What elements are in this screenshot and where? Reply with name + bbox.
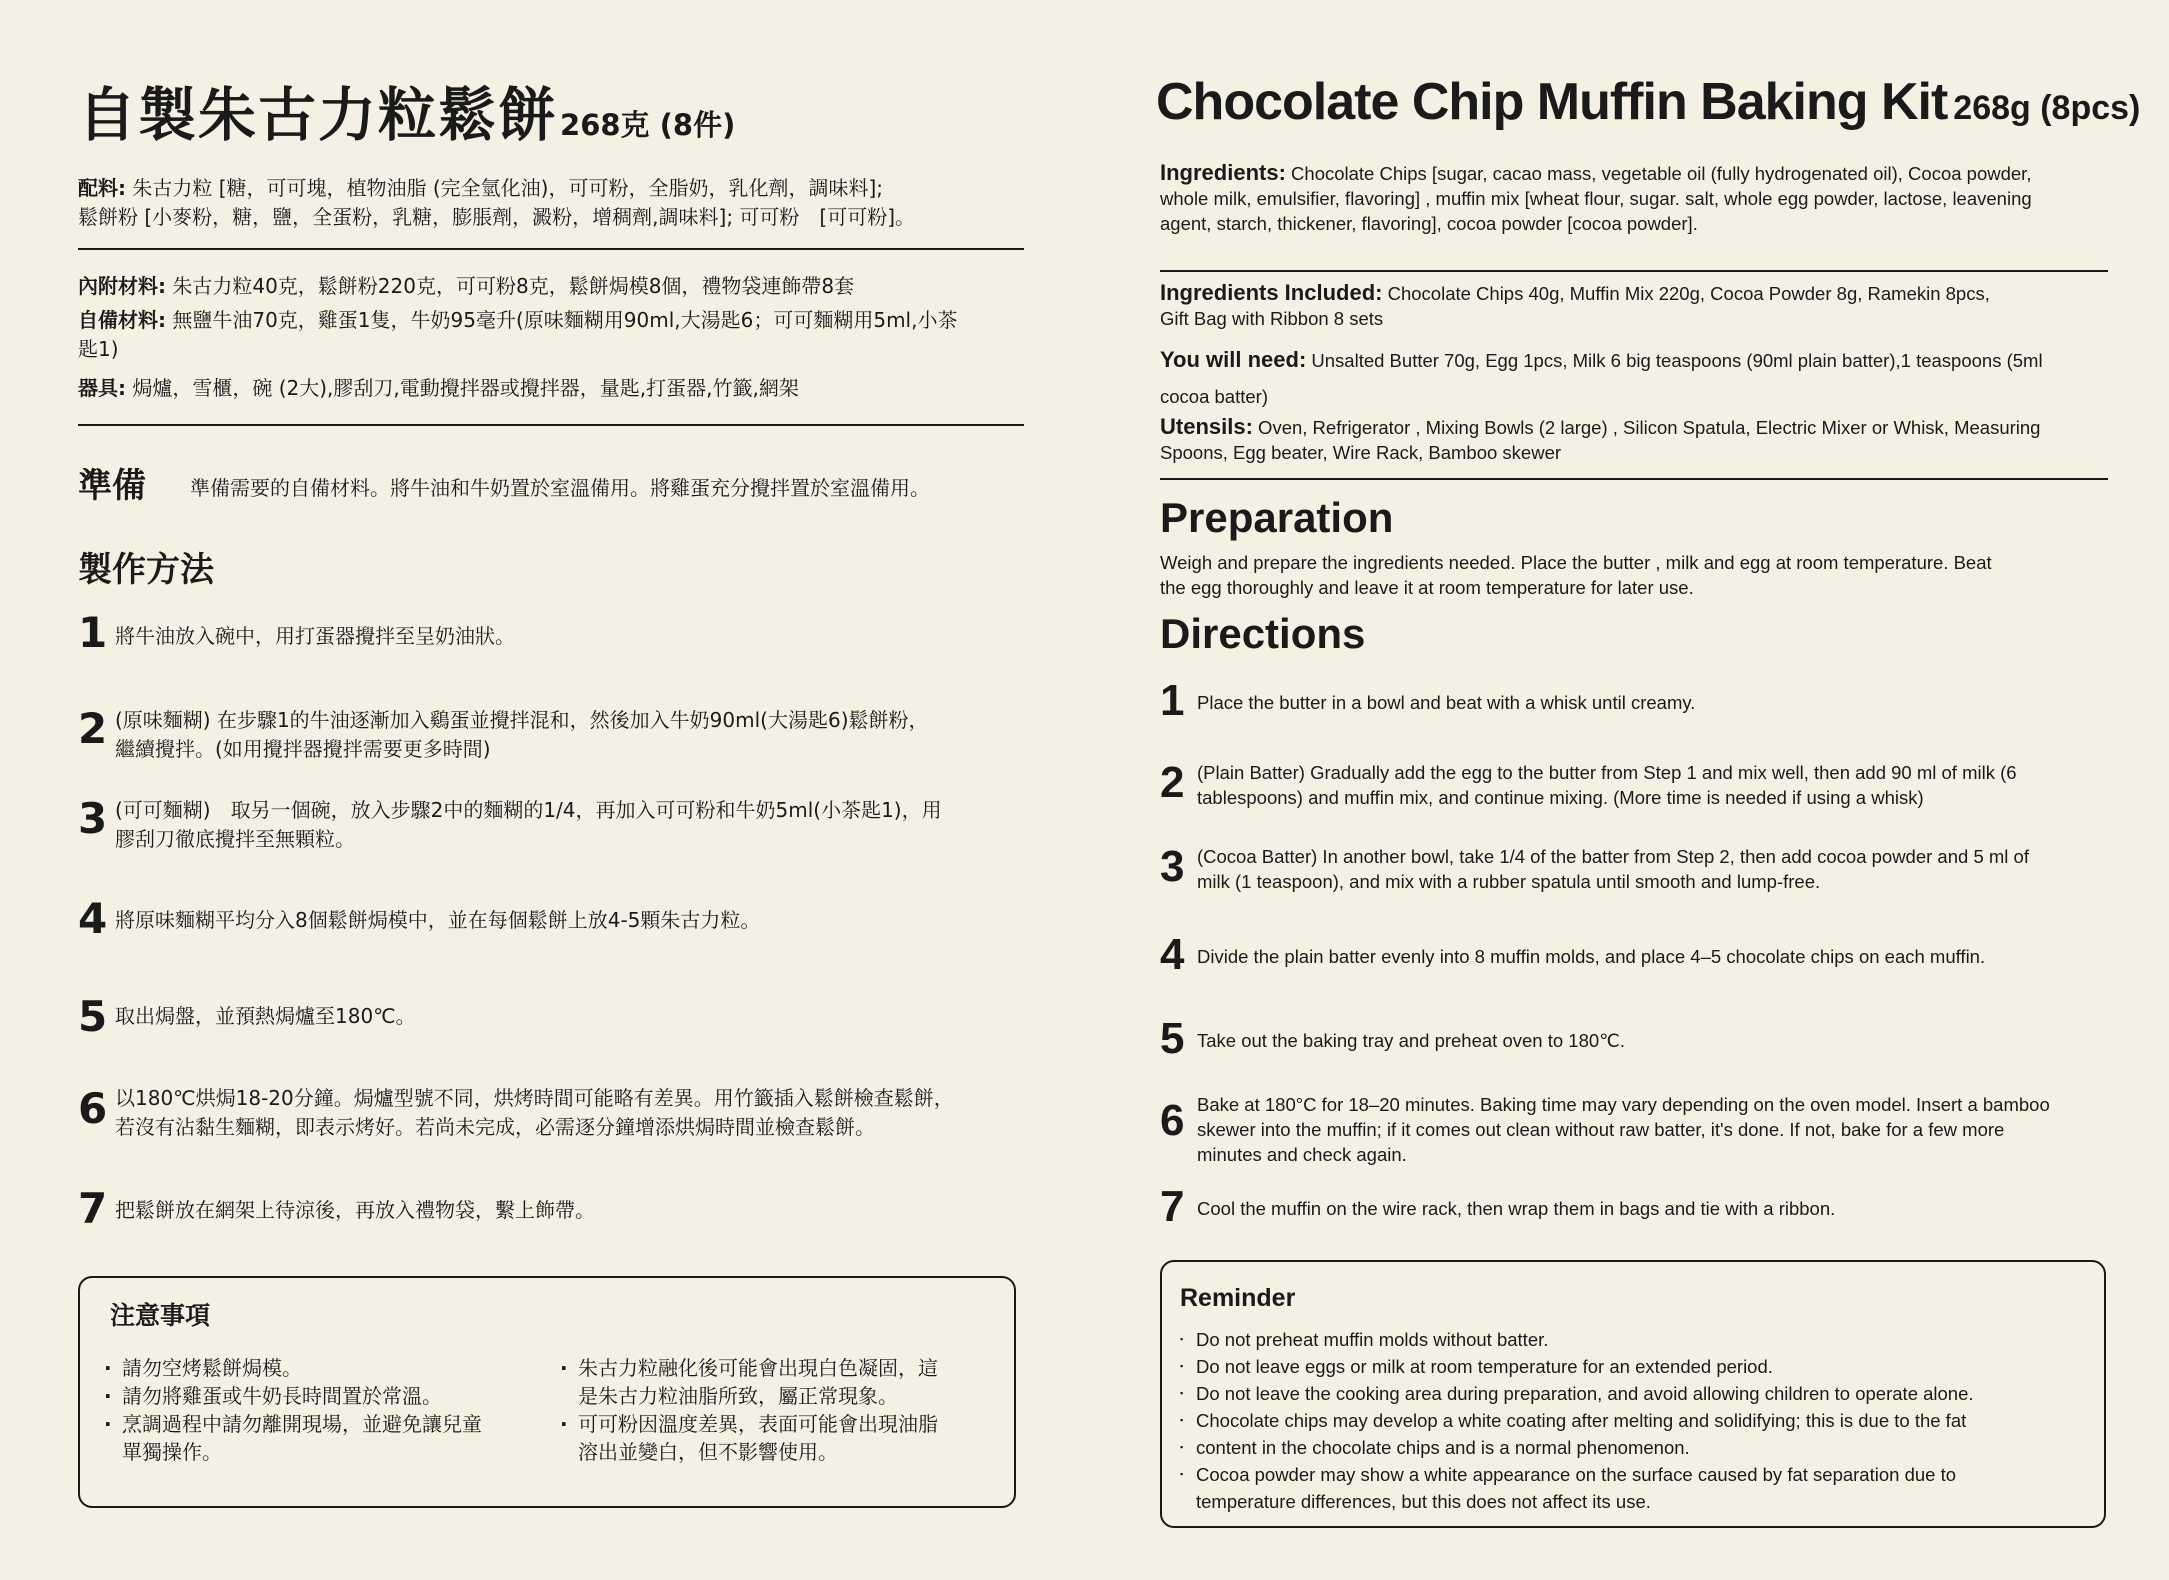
step-number: 7: [1160, 1182, 1185, 1231]
notes-title-zh: 注意事項: [110, 1301, 211, 1330]
divider: [1160, 478, 2108, 480]
step-number: 1: [78, 608, 108, 657]
notes-list-en: [1176, 1326, 2086, 1515]
step-text: Divide the plain batter evenly into 8 muffin molds, and place 4–5 chocolate chips on each muffin.: [1197, 946, 1986, 967]
step-text: (可可麵糊) 取另一個碗，放入步驟2中的麵糊的1/4，再加入可可粉和牛奶5ml(小茶匙1)，用 膠刮刀徹底攪拌至無顆粒。: [115, 798, 942, 851]
included-label-zh: 內附材料:: [78, 274, 166, 298]
page-title-zh: [78, 68, 735, 152]
utensils-label-zh: 器具:: [78, 376, 126, 400]
note-item: · 朱古力粒融化後可能會出現白色凝固，這 是朱古力粒油脂所致，屬正常現象。: [558, 1354, 998, 1410]
ingredients-line2-en: whole milk, emulsifier, flavoring] , muffin mix [wheat flour, sugar. salt, whole egg powder, lactose, leavening: [1160, 188, 2032, 209]
step-number: 5: [78, 992, 108, 1041]
step-number: 3: [1160, 842, 1185, 891]
ingredients-line1-zh: 朱古力粒 [糖，可可塊，植物油脂 (完全氫化油)，可可粉，全脂奶，乳化劑，調味料];: [126, 176, 884, 200]
step-number: 6: [78, 1084, 108, 1133]
step-text: Cool the muffin on the wire rack, then wrap them in bags and tie with a ribbon.: [1197, 1198, 1836, 1219]
step-number: 6: [1160, 1096, 1185, 1145]
divider: [78, 424, 1024, 426]
note-item: ▪ Cocoa powder may show a white appearance on the surface caused by fat separation due to temperature differences, but this does not affect its use.: [1176, 1461, 2086, 1515]
need-label-en: You will need:: [1160, 347, 1307, 372]
title-en: Chocolate Chip Muffin Baking Kit: [1156, 73, 1948, 131]
utensils-zh: [78, 374, 799, 403]
directions-heading-en: Directions: [1160, 610, 1366, 657]
step-text: Take out the baking tray and preheat oven to 180℃.: [1197, 1030, 1626, 1051]
step-number: 7: [78, 1184, 108, 1233]
notes-box-en: [1160, 1260, 2106, 1528]
need-zh: [78, 306, 957, 364]
title-zh: 自製朱古力粒鬆餅: [78, 81, 559, 149]
need-en: [1160, 342, 2043, 415]
step-number: 4: [78, 894, 108, 943]
prep-heading-en: Preparation: [1160, 494, 1394, 541]
page-title-en: [1156, 72, 2140, 132]
note-item: ▪ content in the chocolate chips and is a normal phenomenon.: [1176, 1434, 2086, 1461]
notes-title-en: Reminder: [1180, 1284, 1296, 1312]
ingredients-line3-en: agent, starch, thickener, flavoring], cocoa powder [cocoa powder].: [1160, 213, 1698, 234]
utensils-text-zh: 焗爐，雪櫃，碗 (2大),膠刮刀,電動攪拌器或攪拌器，量匙,打蛋器,竹籤,網架: [126, 376, 799, 400]
included-line2-en: Gift Bag with Ribbon 8 sets: [1160, 308, 1384, 329]
note-item: ▪ Do not preheat muffin molds without batter.: [1176, 1326, 2086, 1353]
prep-text-en: Weigh and prepare the ingredients needed. Place the butter , milk and egg at room temperature. Beat the egg thoroughly and leave it at room temperature for later use.: [1160, 552, 1992, 598]
utensils-line2-en: Spoons, Egg beater, Wire Rack, Bamboo skewer: [1160, 442, 1562, 463]
utensils-label-en: Utensils:: [1160, 414, 1253, 439]
ingredients-line1-en: Chocolate Chips [sugar, cacao mass, vegetable oil (fully hydrogenated oil), Cocoa powder,: [1285, 163, 2032, 184]
need-line1-en: Unsalted Butter 70g, Egg 1pcs, Milk 6 big teaspoons (90ml plain batter),1 teaspoons (5ml: [1306, 350, 2043, 371]
included-text-zh: 朱古力粒40克，鬆餅粉220克，可可粉8克，鬆餅焗模8個，禮物袋連飾帶8套: [166, 274, 855, 298]
step-number: 5: [1160, 1014, 1185, 1063]
note-item: ▪ Do not leave the cooking area during preparation, and avoid allowing children to operate alone.: [1176, 1380, 2086, 1407]
note-item: ▪ Chocolate chips may develop a white coating after melting and solidifying; this is due to the fat: [1176, 1407, 2086, 1434]
note-item: · 烹調過程中請勿離開現場，並避免讓兒童 單獨操作。: [102, 1410, 532, 1466]
need-label-zh: 自備材料:: [78, 308, 166, 332]
step-text: (原味麵糊) 在步驟1的牛油逐漸加入鷄蛋並攪拌混和，然後加入牛奶90ml(大湯匙6)鬆餅粉， 繼續攪拌。(如用攪拌器攪拌需要更多時間): [115, 708, 929, 761]
step-number: 1: [1160, 676, 1185, 725]
utensils-line1-en: Oven, Refrigerator , Mixing Bowls (2 large) , Silicon Spatula, Electric Mixer or Whisk, Measuring: [1252, 417, 2041, 438]
step-number: 2: [1160, 758, 1185, 807]
step-text: 取出焗盤，並預熱焗爐至180℃。: [115, 1004, 416, 1028]
step-number: 2: [78, 704, 108, 753]
included-en: [1160, 280, 1990, 331]
step-text: (Cocoa Batter) In another bowl, take 1/4 of the batter from Step 2, then add cocoa powder and 5 ml of milk (1 teaspoon), and mix with a rubber spatula until smooth and lump-free.: [1197, 846, 2029, 892]
step-text: Place the butter in a bowl and beat with a whisk until creamy.: [1197, 692, 1696, 713]
step-number: 3: [78, 794, 108, 843]
notes-list-right-zh: [558, 1354, 998, 1466]
title-size-en: 268g (8pcs): [1953, 89, 2141, 127]
divider: [1160, 270, 2108, 272]
step-text: 將原味麵糊平均分入8個鬆餅焗模中，並在每個鬆餅上放4-5顆朱古力粒。: [115, 908, 761, 932]
step-text: 將牛油放入碗中，用打蛋器攪拌至呈奶油狀。: [115, 624, 515, 648]
notes-list-left-zh: [102, 1354, 532, 1466]
step-text: 把鬆餅放在網架上待涼後，再放入禮物袋，繫上飾帶。: [115, 1198, 595, 1222]
included-line1-en: Chocolate Chips 40g, Muffin Mix 220g, Cocoa Powder 8g, Ramekin 8pcs,: [1382, 283, 1990, 304]
need-line1-zh: 無鹽牛油70克，雞蛋1隻，牛奶95毫升(原味麵糊用90ml,大湯匙6；可可麵糊用5ml,小茶: [166, 308, 958, 332]
ingredients-label-zh: 配料:: [78, 176, 126, 200]
prep-heading-zh: 準備: [78, 466, 146, 506]
title-size-zh: 268克 (8件): [560, 108, 736, 142]
notes-box-zh: [78, 1276, 1016, 1508]
step-text: (Plain Batter) Gradually add the egg to the butter from Step 1 and mix well, then add 90 ml of milk (6 tablespoons) and muffin mix, and continue mixing. (More time is needed if using a whisk): [1197, 762, 2017, 808]
note-item: · 可可粉因溫度差異，表面可能會出現油脂 溶出並變白，但不影響使用。: [558, 1410, 998, 1466]
need-line2-en: cocoa batter): [1160, 386, 1268, 407]
ingredients-label-en: Ingredients:: [1160, 160, 1286, 185]
included-label-en: Ingredients Included:: [1160, 280, 1383, 305]
directions-heading-zh: 製作方法: [78, 550, 214, 590]
divider: [78, 248, 1024, 250]
prep-text-zh: 準備需要的自備材料。將牛油和牛奶置於室溫備用。將雞蛋充分攪拌置於室溫備用。: [190, 476, 930, 500]
included-zh: [78, 272, 854, 301]
ingredients-en: [1160, 160, 2032, 236]
note-item: ▪ Do not leave eggs or milk at room temperature for an extended period.: [1176, 1353, 2086, 1380]
need-line2-zh: 匙1): [78, 337, 119, 361]
note-item: · 請勿將雞蛋或牛奶長時間置於常溫。: [102, 1382, 532, 1410]
ingredients-zh: [78, 174, 915, 232]
utensils-en: [1160, 414, 2040, 465]
step-text: 以180℃烘焗18-20分鐘。焗爐型號不同，烘烤時間可能略有差異。用竹籤插入鬆餅檢查鬆餅， 若沒有沾黏生麵糊，即表示烤好。若尚未完成，必需逐分鐘增添烘焗時間並檢查鬆餅。: [115, 1086, 954, 1139]
step-number: 4: [1160, 930, 1185, 979]
step-text: Bake at 180°C for 18–20 minutes. Baking time may vary depending on the oven model. Insert a bamboo skewer into the muffin; if it comes out clean without raw batter, it's done. If not, bake for a few more minutes and check again.: [1197, 1094, 2050, 1165]
ingredients-line2-zh: 鬆餅粉 [小麥粉，糖，鹽，全蛋粉，乳糖，膨脹劑，澱粉，增稠劑,調味料]; 可可粉 [可可粉]。: [78, 205, 916, 229]
note-item: · 請勿空烤鬆餅焗模。: [102, 1354, 532, 1382]
